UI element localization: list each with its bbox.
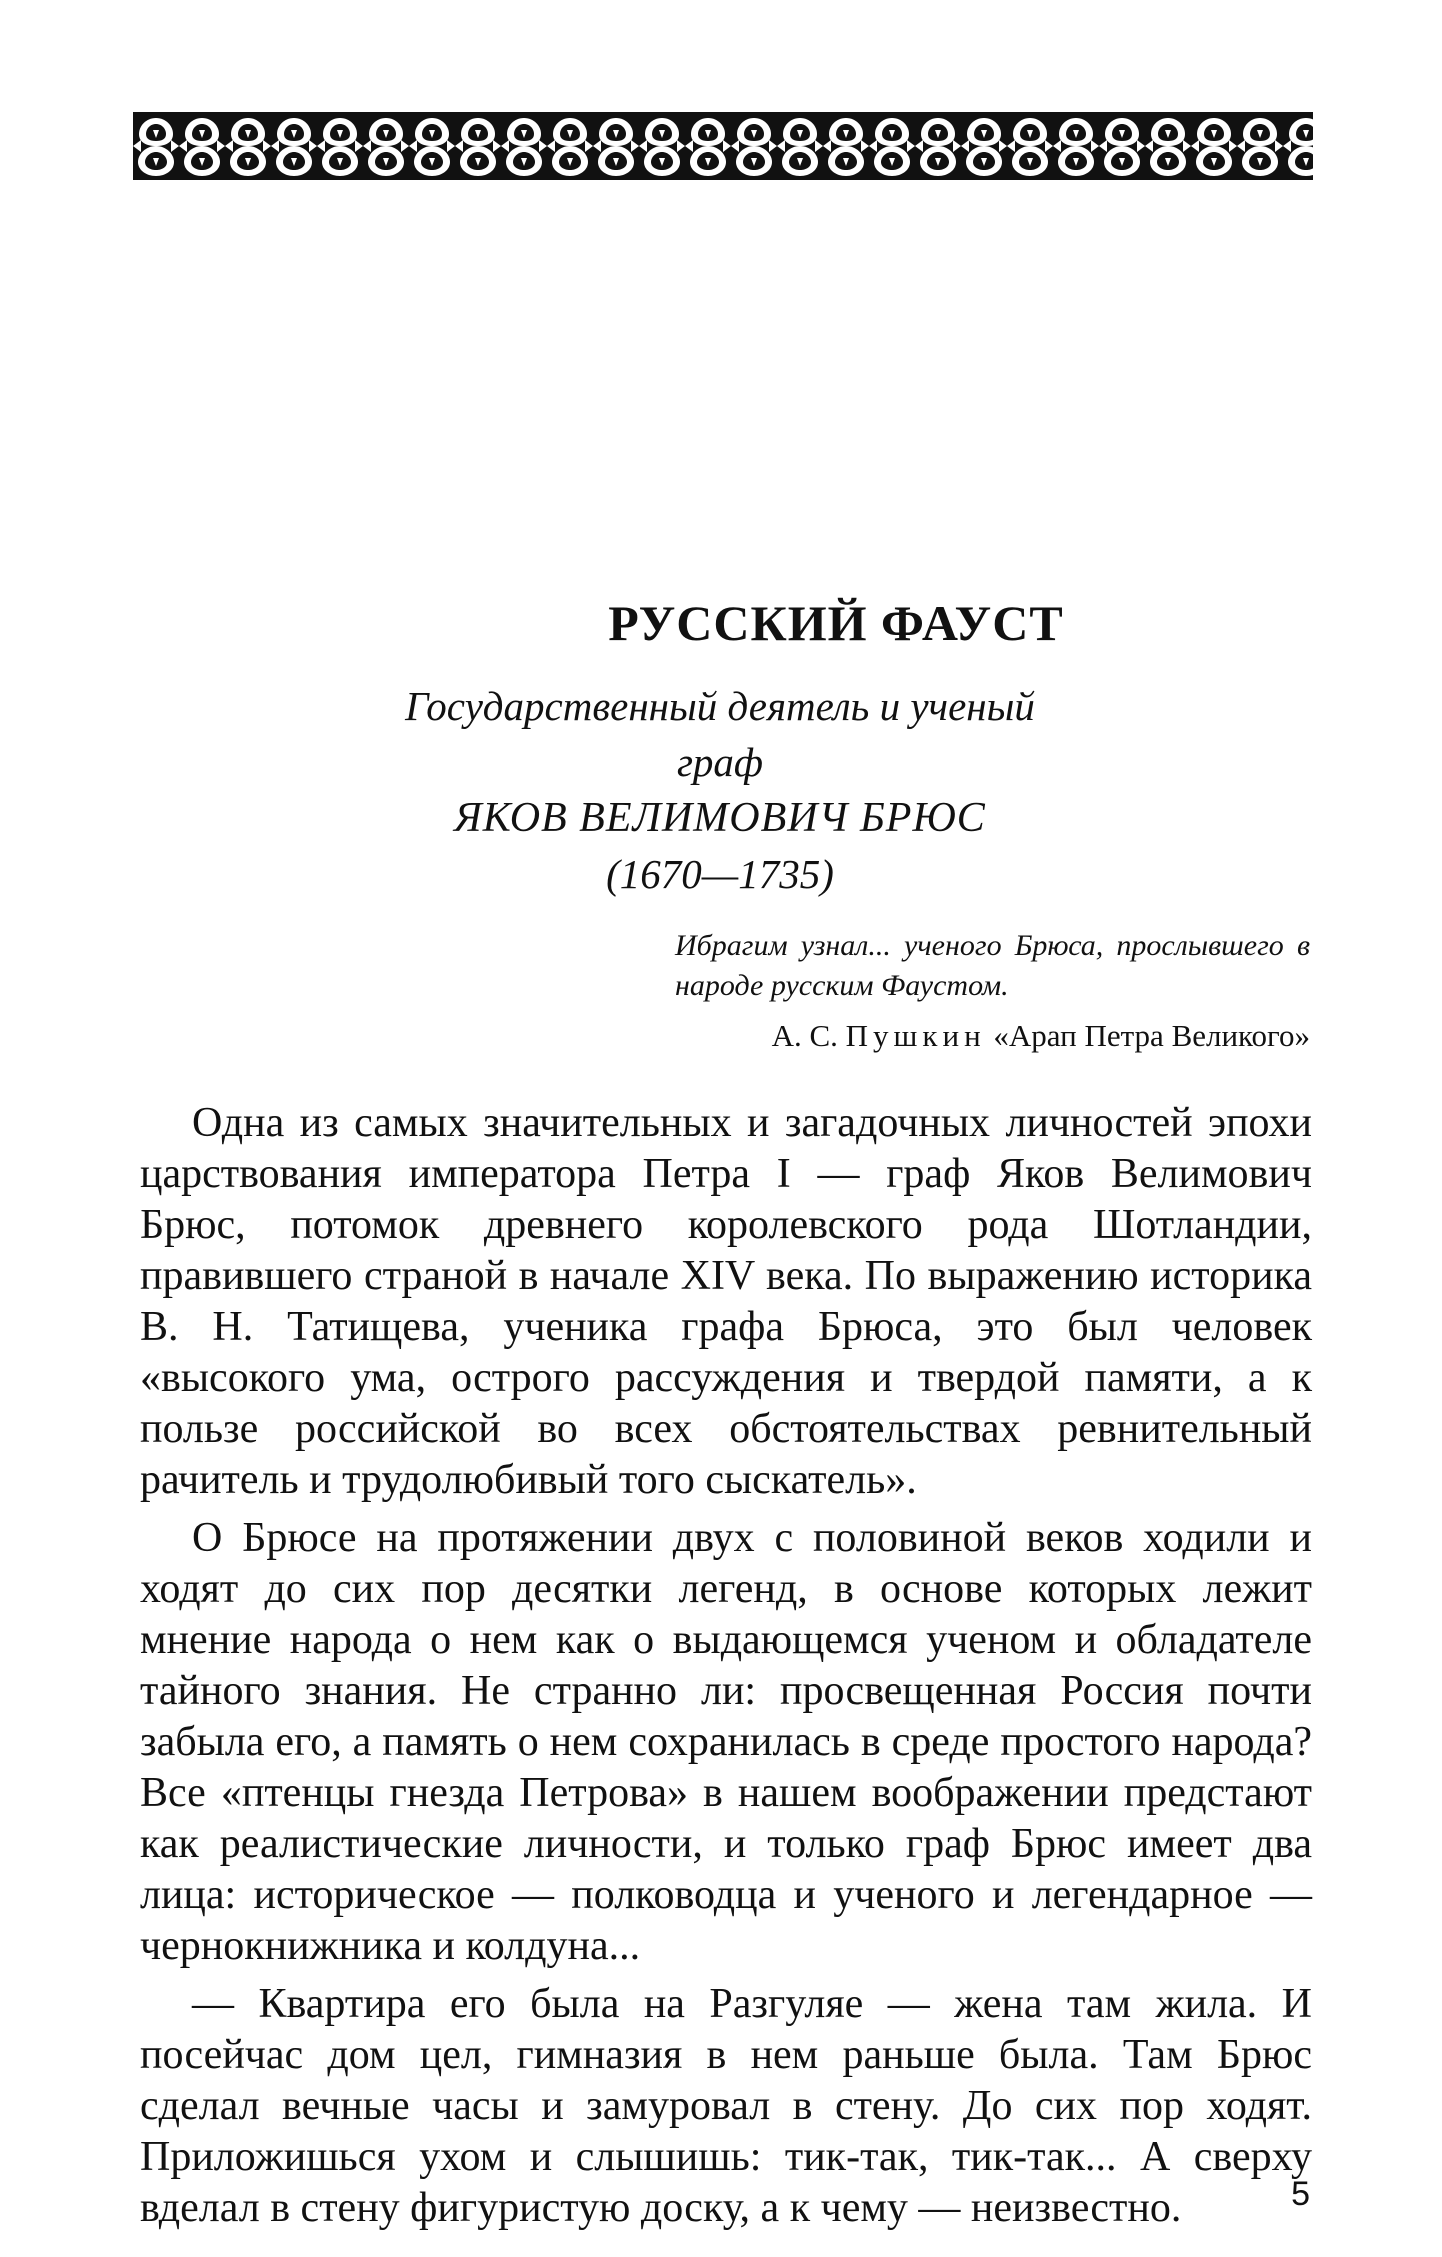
chapter-title: РУССКИЙ ФАУСТ	[608, 595, 1064, 651]
subtitle-person-name: ЯКОВ ВЕЛИМОВИЧ БРЮС	[454, 795, 986, 841]
epigraph-author-initials: А. С.	[771, 1018, 838, 1053]
paragraph: — Квартира его была на Разгуляе — жена там жила. И посейчас дом цел, гимназия в нем раньше была. Там Брюс сделал вечные часы и замуровал в стену. До сих пор ходят. Приложишься ухом и слышишь: тик-так, тик-так... А сверху вделал в стену фигуристую доску, а к чему — неизвестно.	[140, 1981, 1312, 2231]
paragraph: Одна из самых значительных и загадочных личностей эпохи царствования императора Петра I — граф Яков Велимович Брюс, потомок древнего королевского рода Шотландии, правившего страной в начале XIV века. По выражению историка В. Н. Татищева, ученика графа Брюса, это был человек «высокого ума, острого рассуждения и твердой памяти, а к пользе российской во всех обстоятельствах ревнительный рачитель и трудолюбивый того сыскатель».	[140, 1100, 1312, 1503]
paragraph: О Брюсе на протяжении двух с половиной веков ходили и ходят до сих пор десятки легенд, в основе которых лежит мнение народа о нем как о выдающемся ученом и обладателе тайного знания. Не странно ли: просвещенная Россия почти забыла его, а память о нем сохранилась в среде простого народа? Все «птенцы гнезда Петрова» в нашем воображении предстают как реалистические личности, и только граф Брюс имеет два лица: историческое — полководца и ученого и легендарное — чернокнижника и колдуна...	[140, 1515, 1312, 1969]
epigraph-attribution	[675, 1018, 1310, 1054]
epigraph	[675, 926, 1310, 1054]
epigraph-quote: Ибрагим узнал... ученого Брюса, прослывшего в народе русским Фаустом.	[675, 929, 1310, 1002]
epigraph-author-surname: Пушкин	[845, 1018, 986, 1053]
subtitle-line-title: граф	[676, 739, 764, 785]
epigraph-work-title: «Арап Петра Великого»	[993, 1018, 1310, 1053]
chapter-subtitle	[330, 678, 1110, 902]
subtitle-years: (1670—1735)	[606, 851, 834, 897]
braided-knot-border-icon	[133, 112, 1313, 180]
body-text	[140, 1098, 1312, 2241]
subtitle-line-role: Государственный деятель и ученый	[405, 683, 1035, 729]
page-number: 5	[1291, 2175, 1310, 2213]
